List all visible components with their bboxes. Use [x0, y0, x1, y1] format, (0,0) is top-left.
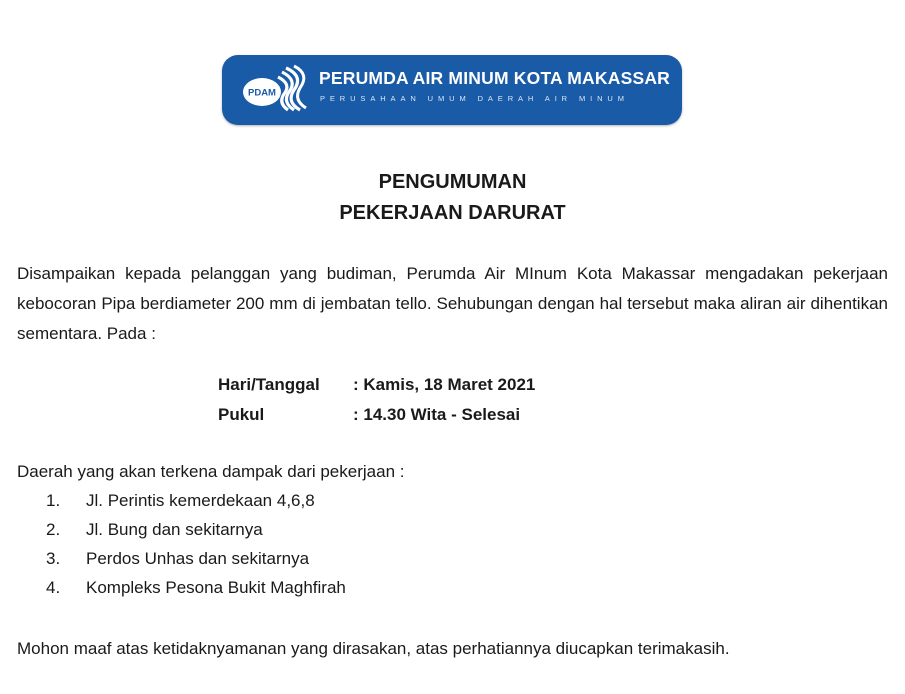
- date-value: : Kamis, 18 Maret 2021: [353, 375, 536, 394]
- closing-paragraph: Mohon maaf atas ketidaknyamanan yang dirasakan, atas perhatiannya diucapkan terimakasih.: [17, 639, 730, 658]
- time-value: : 14.30 Wita - Selesai: [353, 405, 521, 424]
- time-label: Pukul: [218, 405, 265, 424]
- logo-text: PDAM: [248, 87, 276, 99]
- list-item: 1. Jl. Perintis kemerdekaan 4,6,8: [46, 491, 315, 510]
- org-name: PERUMDA AIR MINUM KOTA MAKASSAR: [319, 68, 670, 88]
- announcement-subtitle: PEKERJAAN DARURAT: [339, 202, 566, 224]
- announcement-title: PENGUMUMAN: [378, 171, 527, 193]
- list-item: 2. Jl. Bung dan sekitarnya: [46, 520, 263, 539]
- intro-paragraph: Disampaikan kepada pelanggan yang budiman, Perumda Air MInum Kota Makassar mengadakan pekerjaan kebocoran Pipa berdiameter 200 mm di jembatan tello. Sehubungan dengan hal tersebut maka aliran air dihentikan sementara. Pada :: [17, 264, 888, 343]
- affected-heading: Daerah yang akan terkena dampak dari pekerjaan :: [17, 462, 405, 481]
- list-item: 3. Perdos Unhas dan sekitarnya: [46, 549, 310, 568]
- org-subtitle: PERUSAHAAN UMUM DAERAH AIR MINUM: [320, 94, 629, 103]
- pdam-logo-icon: [242, 64, 310, 114]
- list-item: 4. Kompleks Pesona Bukit Maghfirah: [46, 578, 346, 597]
- header-banner: [222, 55, 682, 125]
- affected-area-list: [46, 486, 346, 602]
- date-label: Hari/Tanggal: [218, 375, 320, 394]
